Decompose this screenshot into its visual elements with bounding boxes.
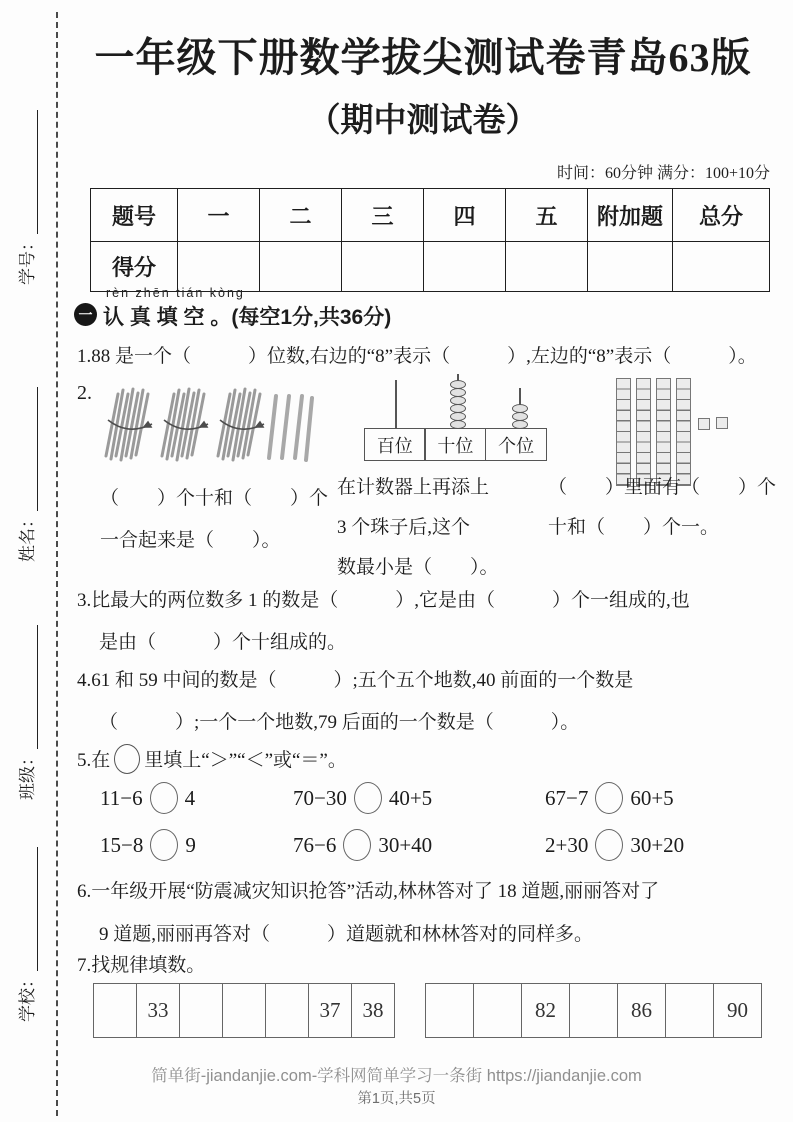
compare-item — [100, 829, 196, 861]
score-cell — [260, 242, 342, 292]
q2-col3-line1: （ ）里面有（ ）个 — [548, 477, 777, 498]
hundreds-label: 百位 — [364, 428, 426, 461]
question-2-number: 2. — [77, 382, 92, 404]
seq-cell — [223, 984, 266, 1037]
question-7: 7.找规律填数。 — [77, 955, 206, 976]
section-points-note: (每空1分,共36分) — [231, 306, 392, 329]
compare-item — [100, 782, 195, 814]
fill-circle-icon — [595, 782, 623, 814]
score-cell — [673, 242, 770, 292]
fill-circle-icon — [343, 829, 371, 861]
question-6 — [77, 870, 782, 956]
compare-right: 30+20 — [630, 832, 685, 857]
seq-cell — [426, 984, 474, 1037]
page-subtitle: （期中测试卷） — [307, 103, 539, 139]
name-field — [12, 350, 38, 562]
compare-left: 67−7 — [545, 785, 589, 810]
score-table — [90, 188, 770, 292]
fill-circle-icon — [595, 829, 623, 861]
student-id-field — [12, 73, 38, 285]
compare-right: 4 — [184, 785, 196, 810]
hundreds-rod — [395, 380, 397, 428]
score-header-cell: 题号 — [91, 189, 178, 242]
question-1: 1.88 是一个（ ）位数,右边的“8”表示（ ）,左边的“8”表示（ ）。 — [77, 346, 757, 367]
fill-circle-icon — [114, 744, 140, 774]
q4-line2: （ ）;一个一个地数,79 后面的一个数是（ ）。 — [99, 712, 580, 733]
name-writein-line — [17, 387, 38, 511]
q5-suffix: 里填上“＞”“＜”或“＝”。 — [144, 750, 347, 771]
score-header-cell: 一 — [178, 189, 260, 242]
score-cell — [588, 242, 673, 292]
score-header-cell: 总分 — [673, 189, 770, 242]
number-sequence-grid-1 — [93, 983, 395, 1038]
fill-circle-icon — [150, 829, 178, 861]
question-5 — [77, 740, 347, 782]
compare-item — [545, 829, 684, 861]
compare-left: 11−6 — [100, 785, 143, 810]
q4-line1: 4.61 和 59 中间的数是（ ）;五个五个地数,40 前面的一个数是 — [77, 670, 634, 691]
question-3 — [77, 580, 782, 664]
section-number-badge: 一 — [74, 303, 97, 326]
seq-cell — [474, 984, 522, 1037]
q2-col2-line2: 3 个珠子后,这个 — [337, 517, 471, 538]
score-header-cell: 附加题 — [588, 189, 673, 242]
tens-label: 十位 — [424, 428, 486, 461]
unit-cube — [716, 417, 728, 429]
place-value-labels — [365, 428, 547, 461]
student-id-writein-line — [17, 110, 38, 234]
score-row-label: 得分 — [91, 242, 178, 292]
q6-line2: 9 道题,丽丽再答对（ ）道题就和林林答对的同样多。 — [99, 924, 594, 945]
compare-right: 30+40 — [378, 832, 433, 857]
footer-site-line: 简单街-jiandanjie.com-学科网简单学习一条街 https://jiandanjie.com — [151, 1067, 642, 1085]
compare-right: 40+5 — [388, 785, 433, 810]
score-cell — [342, 242, 424, 292]
fill-circle-icon — [354, 782, 382, 814]
seq-cell: 33 — [137, 984, 180, 1037]
seq-cell — [570, 984, 618, 1037]
school-label: 学校： — [18, 971, 37, 1022]
compare-right: 60+5 — [630, 785, 674, 810]
seq-cell: 90 — [727, 998, 748, 1022]
score-header-cell: 四 — [424, 189, 506, 242]
seq-cell: 38 — [362, 998, 384, 1022]
sticks-bundles-image — [96, 382, 314, 470]
seq-cell — [266, 984, 309, 1037]
unit-cube — [698, 418, 710, 430]
place-value-counter-image — [360, 376, 565, 468]
fill-circle-icon — [150, 782, 178, 814]
q2-col3-line2: 十和（ ）个一。 — [548, 517, 720, 538]
seq-cell — [180, 984, 223, 1037]
q2-col1-line1: （ ）个十和（ ）个 — [100, 488, 329, 509]
q5-prefix: 5.在 — [77, 750, 111, 771]
score-header-cell: 二 — [260, 189, 342, 242]
score-header-cell: 三 — [342, 189, 424, 242]
score-table-header-row — [91, 189, 770, 242]
section-title-text: 认 真 填 空 。 — [103, 306, 232, 329]
question-4 — [77, 660, 782, 744]
compare-item — [293, 829, 432, 861]
q6-line1: 6.一年级开展“防震减灾知识抢答”活动,林林答对了 18 道题,丽丽答对了 — [77, 881, 660, 902]
question-2-col3 — [548, 468, 778, 548]
seq-cell — [94, 984, 137, 1037]
compare-item — [545, 782, 674, 814]
score-cell — [424, 242, 506, 292]
class-writein-line — [17, 625, 38, 749]
time-score-meta: 时间：60分钟 满分：100+10分 — [556, 165, 770, 182]
name-label: 姓名： — [18, 511, 37, 562]
compare-left: 15−8 — [100, 832, 144, 857]
fold-dashed-line — [56, 12, 58, 1116]
compare-right: 9 — [185, 832, 196, 857]
seq-cell — [666, 984, 714, 1037]
q2-col2-line1: 在计数器上再添上 — [337, 477, 490, 498]
score-cell — [178, 242, 260, 292]
score-header-cell: 五 — [506, 189, 588, 242]
section-pinyin: rèn zhēn tián kòng — [106, 286, 245, 300]
compare-left: 2+30 — [545, 832, 589, 857]
compare-left: 76−6 — [293, 832, 337, 857]
seq-cell: 82 — [522, 984, 570, 1037]
seq-cell: 37 — [309, 984, 352, 1037]
school-field — [12, 810, 38, 1022]
score-cell — [506, 242, 588, 292]
page-title: 一年级下册数学拔尖测试卷青岛63版 — [94, 35, 752, 80]
footer-page-number: 第1页,共5页 — [357, 1091, 436, 1107]
q3-line2: 是由（ ）个十组成的。 — [99, 632, 347, 653]
q3-line1: 3.比最大的两位数多 1 的数是（ ）,它是由（ ）个一组成的,也 — [77, 590, 690, 611]
ones-label: 个位 — [485, 428, 547, 461]
seq-cell: 86 — [618, 984, 666, 1037]
student-id-label: 学号： — [18, 234, 37, 285]
compare-left: 70−30 — [293, 785, 347, 810]
compare-item — [293, 782, 432, 814]
class-field — [12, 588, 38, 800]
section-title — [103, 301, 391, 331]
class-label: 班级： — [18, 749, 37, 800]
school-writein-line — [17, 847, 38, 971]
score-table-score-row — [91, 242, 770, 292]
question-2-col1 — [100, 478, 340, 562]
q2-col2-line3: 数最小是（ ）。 — [337, 557, 499, 578]
q2-col1-line2: 一合起来是（ ）。 — [100, 530, 281, 551]
number-sequence-grid-2 — [425, 983, 762, 1038]
question-2-col2 — [337, 468, 557, 588]
